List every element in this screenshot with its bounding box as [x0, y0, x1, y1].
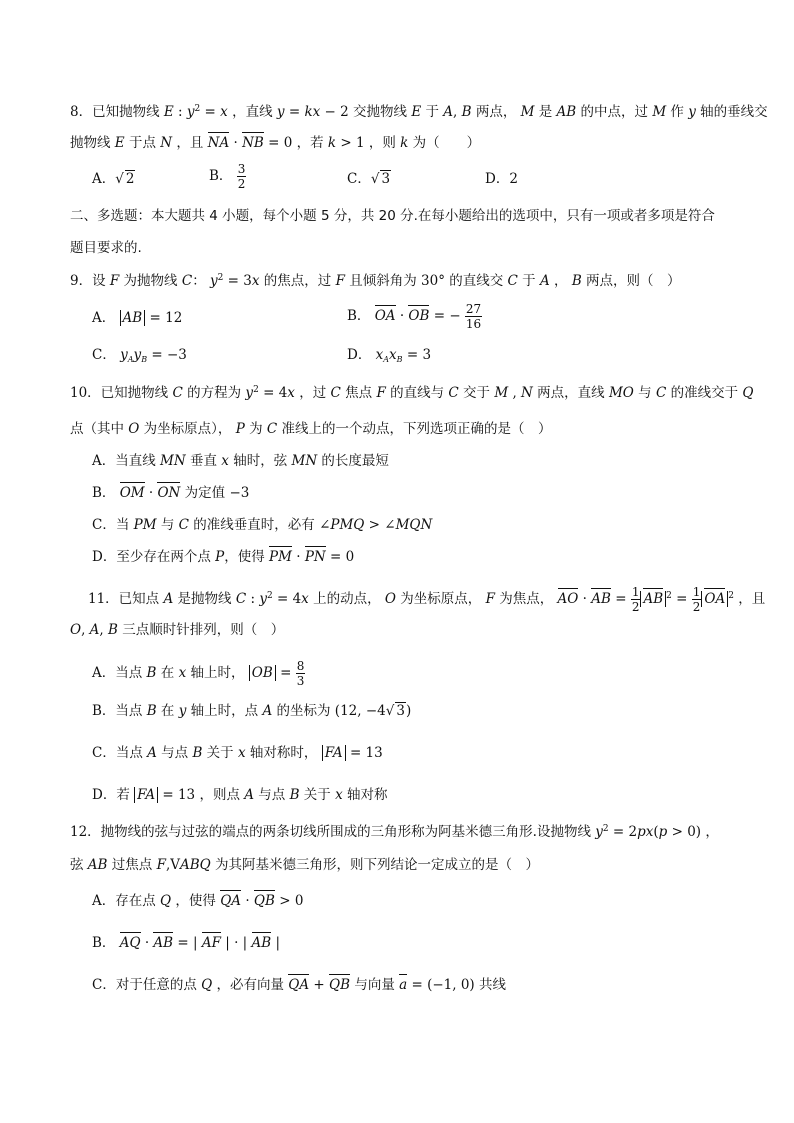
- q12-option-a: A．存在点 Q ，使得 QA · QB > 0: [92, 893, 304, 909]
- q8-option-d: D．2: [485, 171, 518, 187]
- q12-line1: 12．抛物线的弦与过弦的端点的两条切线所围成的三角形称为阿基米德三角形.设抛物线 $y^2 = 2px(p > 0)$ ，: [70, 824, 719, 840]
- q11-option-b: B．当点 B 在 y 轴上时，点 A 的坐标为 (12, −4√ 3): [92, 703, 412, 719]
- q9-option-c: C． $y_Ay_B = -3$: [92, 347, 187, 364]
- q8-line1: 8．已知抛物线 E : $y^2 = x$ ，直线 y = kx − 2 交抛物线 E 于 A, B 两点， M 是 AB 的中点，过 M 作 y 轴的垂线交: [70, 104, 768, 120]
- q11-line2: O, A, B 三点顺时针排列，则（ ）: [70, 622, 285, 638]
- q8-option-b: B． $\frac{3}{2}$: [209, 162, 246, 191]
- q11-line1: 11．已知点 A 是抛物线 C : $y^2 = 4x$ 上的动点， O 为坐标原点， F 为焦点， AO · AB = $\frac{1}{2}$ AB $^2$ = $\frac{1}{2}$ OA $^2$ ，且: [88, 585, 766, 614]
- q8-option-c: C．√ 3: [347, 171, 391, 187]
- q9-stem: 9．设 F 为抛物线 C： $y^2 = 3x$ 的焦点，过 F 且倾斜角为 30° 的直线交 C 于 A ， B 两点，则（ ）: [70, 273, 681, 289]
- q10-option-c: C．当 PM 与 C 的准线垂直时，必有 ∠PMQ > ∠MQN: [92, 517, 433, 533]
- q10-option-b: B． OM · ON 为定值 −3: [92, 485, 250, 501]
- section2-header-line2: 题目要求的.: [70, 240, 142, 256]
- q9-option-b: B． OA · OB = − $\frac{27}{16}$: [347, 302, 482, 331]
- section2-header-line1: 二、多选题：本大题共 4 小题，每个小题 5 分，共 20 分.在每小题给出的选项中，只有一项或者多项是符合: [70, 208, 715, 224]
- q10-line2: 点（其中 O 为坐标原点）， P 为 C 准线上的一个动点，下列选项正确的是（ ）: [70, 421, 552, 437]
- q10-option-d: D．至少存在两个点 P，使得 PM · PN = 0: [92, 549, 355, 565]
- q8-line2: 抛物线 E 于点 N ，且 NA · NB = 0 ，若 k > 1 ，则 k 为（ ）: [70, 135, 481, 151]
- q11-option-c: C．当点 A 与点 B 关于 x 轴对称时， FA = 13: [92, 745, 383, 761]
- q8-option-a: A．√ 2: [92, 171, 135, 187]
- q10-line1: 10．已知抛物线 C 的方程为 $y^2 = 4x$ ，过 C 焦点 F 的直线与 C 交于 M , N 两点，直线 MO 与 C 的准线交于 Q: [70, 385, 754, 401]
- q12-option-b: B． AQ · AB = | AF | · | AB |: [92, 935, 281, 951]
- q9-option-a: A． AB = 12: [92, 310, 183, 326]
- q12-option-c: C．对于任意的点 Q ，必有向量 QA + QB 与向量 a = (−1, 0) 共线: [92, 977, 506, 993]
- q10-option-a: A．当直线 MN 垂直 x 轴时，弦 MN 的长度最短: [92, 453, 389, 469]
- q12-line2: 弦 AB 过焦点 F,VABQ 为其阿基米德三角形，则下列结论一定成立的是（ ）: [70, 857, 540, 873]
- q11-option-d: D．若 FA = 13 ，则点 A 与点 B 关于 x 轴对称: [92, 787, 388, 803]
- q9-option-d: D． $x_Ax_B = 3$: [347, 347, 432, 364]
- q11-option-a: A．当点 B 在 x 轴上时， OB = $\frac{8}{3}$: [92, 659, 305, 688]
